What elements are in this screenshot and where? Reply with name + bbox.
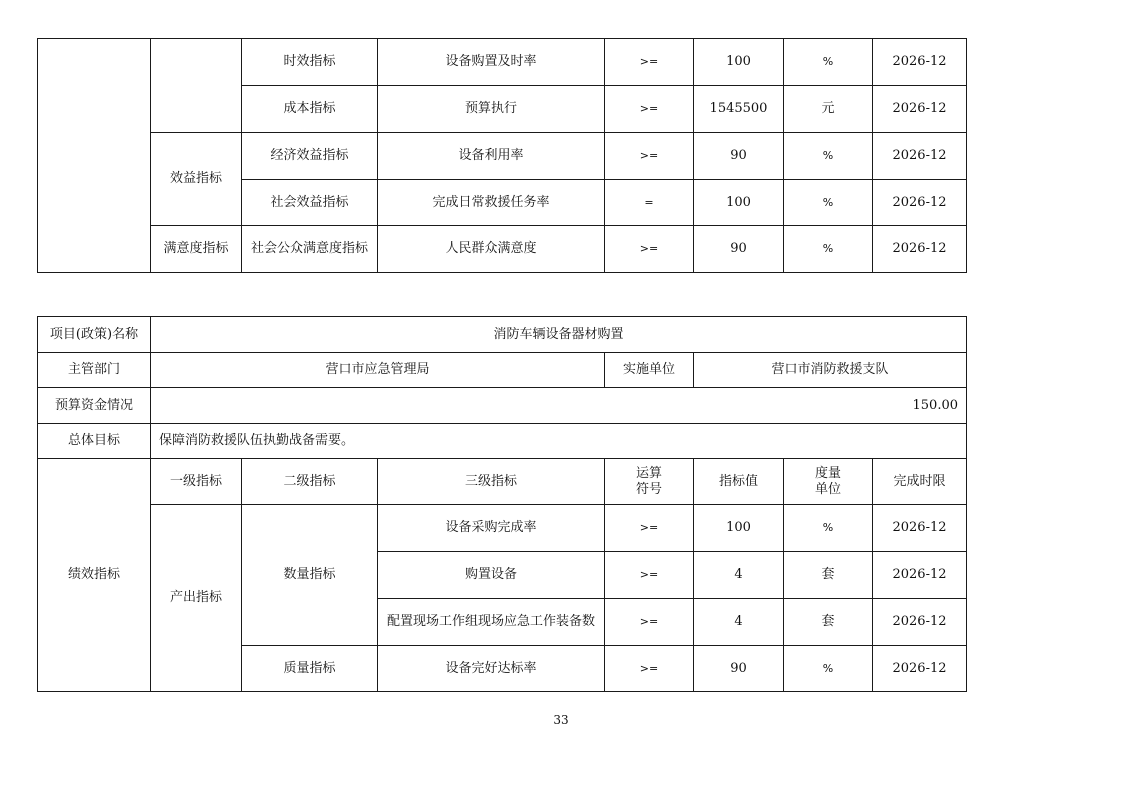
table-row (38, 388, 967, 424)
operator: >= (605, 86, 694, 133)
perf-label: 绩效指标 (38, 459, 151, 692)
indicator-value: 90 (694, 646, 784, 692)
indicator-value: 90 (694, 226, 784, 273)
deadline: 2026-12 (873, 552, 967, 599)
deadline: 2026-12 (873, 133, 967, 180)
header-l3: 三级指标 (378, 459, 605, 505)
quality-indicator: 质量指标 (242, 646, 378, 692)
indicator-value: 100 (694, 505, 784, 552)
goal-value: 保障消防救援队伍执勤战备需要。 (151, 424, 967, 459)
header-deadline: 完成时限 (873, 459, 967, 505)
indicator-value: 4 (694, 552, 784, 599)
table-row (38, 505, 967, 552)
header-operator-line1: 运算 (635, 465, 662, 481)
level1-indicator: 效益指标 (151, 133, 242, 226)
budget-label: 预算资金情况 (38, 388, 151, 424)
table-row (38, 424, 967, 459)
level3-indicator: 人民群众满意度 (378, 226, 605, 273)
level2-indicator: 社会公众满意度指标 (242, 226, 378, 273)
level1-indicator: 满意度指标 (151, 226, 242, 273)
level3-indicator: 完成日常救援任务率 (378, 180, 605, 226)
blank-cell (151, 39, 242, 133)
deadline: 2026-12 (873, 226, 967, 273)
output-indicator: 产出指标 (151, 505, 242, 692)
header-unit-line2: 单位 (814, 481, 841, 497)
level3-indicator: 设备完好达标率 (378, 646, 605, 692)
quantity-indicator: 数量指标 (242, 505, 378, 646)
indicator-value: 1545500 (694, 86, 784, 133)
indicator-value: 90 (694, 133, 784, 180)
level2-indicator: 时效指标 (242, 39, 378, 86)
operator: >= (605, 552, 694, 599)
table-row (38, 353, 967, 388)
indicator-value: 100 (694, 180, 784, 226)
budget-value: 150.00 (151, 388, 967, 424)
level2-indicator: 成本指标 (242, 86, 378, 133)
level3-indicator: 设备利用率 (378, 133, 605, 180)
unit: 套 (784, 552, 873, 599)
header-l1: 一级指标 (151, 459, 242, 505)
level2-indicator: 经济效益指标 (242, 133, 378, 180)
header-operator (605, 459, 694, 505)
unit: 套 (784, 599, 873, 646)
dept-value: 营口市应急管理局 (151, 353, 605, 388)
unit: % (784, 39, 873, 86)
indicator-value: 100 (694, 39, 784, 86)
level2-indicator: 社会效益指标 (242, 180, 378, 226)
impl-label: 实施单位 (605, 353, 694, 388)
operator: >= (605, 39, 694, 86)
level3-indicator: 配置现场工作组现场应急工作装备数 (378, 599, 605, 646)
operator: >= (605, 226, 694, 273)
operator: >= (605, 646, 694, 692)
project-performance-table (37, 316, 967, 692)
deadline: 2026-12 (873, 39, 967, 86)
level3-indicator: 设备采购完成率 (378, 505, 605, 552)
header-value: 指标值 (694, 459, 784, 505)
unit: % (784, 226, 873, 273)
table-row (38, 133, 967, 180)
table-row (38, 317, 967, 353)
goal-label: 总体目标 (38, 424, 151, 459)
table-row (38, 39, 967, 86)
table-header-row (38, 459, 967, 505)
deadline: 2026-12 (873, 86, 967, 133)
deadline: 2026-12 (873, 505, 967, 552)
indicator-value: 4 (694, 599, 784, 646)
dept-label: 主管部门 (38, 353, 151, 388)
operator: = (605, 180, 694, 226)
blank-cell (38, 39, 151, 273)
operator: >= (605, 505, 694, 552)
unit: % (784, 180, 873, 226)
operator: >= (605, 133, 694, 180)
header-l2: 二级指标 (242, 459, 378, 505)
deadline: 2026-12 (873, 599, 967, 646)
level3-indicator: 购置设备 (378, 552, 605, 599)
header-unit (784, 459, 873, 505)
header-operator-line2: 符号 (635, 481, 662, 497)
project-name: 消防车辆设备器材购置 (151, 317, 967, 353)
deadline: 2026-12 (873, 180, 967, 226)
unit: % (784, 646, 873, 692)
unit: % (784, 133, 873, 180)
operator: >= (605, 599, 694, 646)
unit: % (784, 505, 873, 552)
level3-indicator: 设备购置及时率 (378, 39, 605, 86)
page-number: 33 (553, 713, 569, 727)
level3-indicator: 预算执行 (378, 86, 605, 133)
header-unit-line1: 度量 (814, 465, 841, 481)
project-name-label: 项目(政策)名称 (38, 317, 151, 353)
table-row (38, 226, 967, 273)
impl-value: 营口市消防救援支队 (694, 353, 967, 388)
performance-table-continued (37, 38, 967, 273)
deadline: 2026-12 (873, 646, 967, 692)
unit: 元 (784, 86, 873, 133)
